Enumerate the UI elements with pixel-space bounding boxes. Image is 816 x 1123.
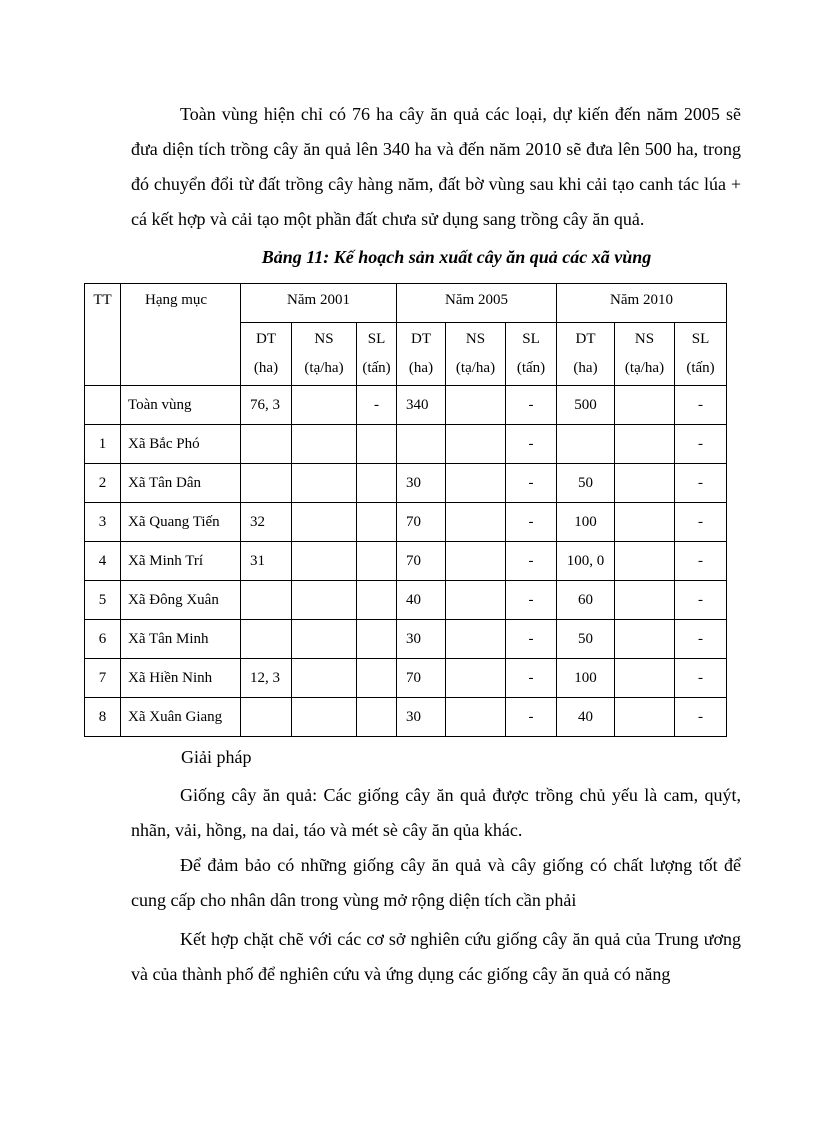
cell-name: Xã Xuân Giang (121, 698, 241, 737)
cell-ns-2005 (446, 386, 506, 425)
cell-name: Xã Bắc Phó (121, 425, 241, 464)
cell-sl-2010: - (675, 503, 727, 542)
cell-ns-2010 (615, 620, 675, 659)
table-row (85, 386, 727, 425)
cell-dt-2005: 40 (397, 581, 446, 620)
cell-sl-2005: - (506, 581, 557, 620)
cell-sl-2010: - (675, 425, 727, 464)
cell-dt-2010: 40 (557, 698, 615, 737)
table-row (85, 503, 727, 542)
cell-ns-2010 (615, 581, 675, 620)
cell-sl-2005: - (506, 425, 557, 464)
cell-sl-2001: - (357, 386, 397, 425)
cell-sl-2005: - (506, 464, 557, 503)
table-row (85, 425, 727, 464)
cell-sl-2001 (357, 425, 397, 464)
cell-sl-2005: - (506, 659, 557, 698)
cell-ns-2001 (292, 659, 357, 698)
cell-tt: 8 (85, 698, 121, 737)
cell-sl-2010: - (675, 386, 727, 425)
cell-ns-2001 (292, 698, 357, 737)
cell-ns-2005 (446, 698, 506, 737)
cell-ns-2001 (292, 542, 357, 581)
cell-name: Xã Quang Tiến (121, 503, 241, 542)
cell-sl-2010: - (675, 581, 727, 620)
cell-tt: 7 (85, 659, 121, 698)
cell-dt-2001: 76, 3 (241, 386, 292, 425)
cell-sl-2001 (357, 620, 397, 659)
header-ns: NS (tạ/ha) (292, 323, 357, 386)
cell-dt-2010: 50 (557, 464, 615, 503)
cell-sl-2001 (357, 698, 397, 737)
cell-sl-2005: - (506, 386, 557, 425)
cell-dt-2010: 50 (557, 620, 615, 659)
cell-sl-2001 (357, 503, 397, 542)
cooperation-paragraph: Kết hợp chặt chẽ với các cơ sở nghiên cứu giống cây ăn quả của Trung ương và của thành phố để nghiên cứu và ứng dụng các giống cây ăn quả có năng (131, 929, 741, 984)
table-caption: Bảng 11: Kế hoạch sản xuất cây ăn quả các xã vùng (261, 247, 652, 267)
intro-paragraph: Toàn vùng hiện chỉ có 76 ha cây ăn quả các loại, dự kiến đến năm 2005 sẽ đưa diện tích trồng cây ăn quả lên 340 ha và đến năm 2010 sẽ đưa lên 500 ha, trong đó chuyển đổi từ đất trồng cây hàng năm, đất bờ vùng sau khi cải tạo canh tác lúa + cá kết hợp và cải tạo một phần đất chưa sử dụng sang trồng cây ăn quả. (131, 104, 741, 229)
cell-sl-2010: - (675, 659, 727, 698)
cell-tt (85, 386, 121, 425)
cell-dt-2010: 100 (557, 659, 615, 698)
cell-dt-2010: 60 (557, 581, 615, 620)
cell-sl-2005: - (506, 503, 557, 542)
header-dt: DT (ha) (397, 323, 446, 386)
cell-dt-2010: 100, 0 (557, 542, 615, 581)
cell-ns-2001 (292, 425, 357, 464)
cell-name: Xã Tân Dân (121, 464, 241, 503)
cell-name: Toàn vùng (121, 386, 241, 425)
table-row (85, 698, 727, 737)
table-row (85, 620, 727, 659)
cell-name: Xã Minh Trí (121, 542, 241, 581)
cell-sl-2010: - (675, 464, 727, 503)
table-row (85, 542, 727, 581)
cell-dt-2005: 30 (397, 698, 446, 737)
cell-ns-2010 (615, 698, 675, 737)
cell-dt-2005: 70 (397, 542, 446, 581)
cell-sl-2010: - (675, 620, 727, 659)
cell-tt: 4 (85, 542, 121, 581)
cell-ns-2005 (446, 503, 506, 542)
header-sl: SL (tấn) (675, 323, 727, 386)
cell-tt: 3 (85, 503, 121, 542)
cell-dt-2005: 70 (397, 659, 446, 698)
cell-ns-2005 (446, 659, 506, 698)
cell-dt-2001: 12, 3 (241, 659, 292, 698)
cell-dt-2001 (241, 698, 292, 737)
cell-dt-2005: 70 (397, 503, 446, 542)
cell-ns-2001 (292, 464, 357, 503)
cell-dt-2001 (241, 425, 292, 464)
header-item: Hạng mục (121, 284, 241, 386)
cell-dt-2005 (397, 425, 446, 464)
header-tt: TT (85, 284, 121, 386)
cell-sl-2005: - (506, 542, 557, 581)
quality-paragraph: Để đảm bảo có những giống cây ăn quả và cây giống có chất lượng tốt để cung cấp cho nhân dân trong vùng mở rộng diện tích cần phải (131, 855, 741, 910)
header-ns: NS (tạ/ha) (446, 323, 506, 386)
cell-ns-2005 (446, 620, 506, 659)
cell-dt-2010 (557, 425, 615, 464)
cell-name: Xã Đông Xuân (121, 581, 241, 620)
cell-sl-2010: - (675, 698, 727, 737)
cell-dt-2001: 32 (241, 503, 292, 542)
cell-dt-2001 (241, 581, 292, 620)
cell-dt-2010: 500 (557, 386, 615, 425)
table-row (85, 581, 727, 620)
header-year-2005: Năm 2005 (397, 284, 557, 323)
header-dt: DT (ha) (557, 323, 615, 386)
cell-ns-2001 (292, 386, 357, 425)
cell-ns-2001 (292, 581, 357, 620)
cell-ns-2005 (446, 425, 506, 464)
production-plan-table (84, 283, 727, 737)
header-sl: SL (tấn) (357, 323, 397, 386)
header-dt: DT (ha) (241, 323, 292, 386)
header-year-2001: Năm 2001 (241, 284, 397, 323)
cell-ns-2005 (446, 464, 506, 503)
cell-ns-2010 (615, 503, 675, 542)
cell-ns-2010 (615, 659, 675, 698)
cell-ns-2010 (615, 464, 675, 503)
cell-ns-2010 (615, 425, 675, 464)
cell-dt-2001 (241, 620, 292, 659)
cell-name: Xã Tân Minh (121, 620, 241, 659)
cell-tt: 2 (85, 464, 121, 503)
cell-sl-2005: - (506, 620, 557, 659)
solution-heading: Giải pháp (181, 747, 252, 767)
cell-ns-2010 (615, 386, 675, 425)
header-sl: SL (tấn) (506, 323, 557, 386)
table-row (85, 659, 727, 698)
header-ns: NS (tạ/ha) (615, 323, 675, 386)
cell-sl-2001 (357, 542, 397, 581)
cell-ns-2005 (446, 581, 506, 620)
cell-dt-2005: 340 (397, 386, 446, 425)
cell-sl-2001 (357, 659, 397, 698)
cell-ns-2001 (292, 503, 357, 542)
varieties-paragraph: Giống cây ăn quả: Các giống cây ăn quả được trồng chủ yếu là cam, quýt, nhãn, vải, hồng, na dai, táo và mét sè cây ăn qủa khác. (131, 785, 741, 840)
cell-tt: 1 (85, 425, 121, 464)
cell-dt-2005: 30 (397, 620, 446, 659)
cell-dt-2001: 31 (241, 542, 292, 581)
cell-dt-2010: 100 (557, 503, 615, 542)
cell-ns-2010 (615, 542, 675, 581)
cell-tt: 5 (85, 581, 121, 620)
cell-ns-2005 (446, 542, 506, 581)
cell-sl-2010: - (675, 542, 727, 581)
cell-name: Xã Hiền Ninh (121, 659, 241, 698)
cell-sl-2001 (357, 581, 397, 620)
cell-dt-2005: 30 (397, 464, 446, 503)
table-row (85, 464, 727, 503)
header-year-2010: Năm 2010 (557, 284, 727, 323)
cell-sl-2005: - (506, 698, 557, 737)
cell-dt-2001 (241, 464, 292, 503)
cell-ns-2001 (292, 620, 357, 659)
cell-tt: 6 (85, 620, 121, 659)
cell-sl-2001 (357, 464, 397, 503)
